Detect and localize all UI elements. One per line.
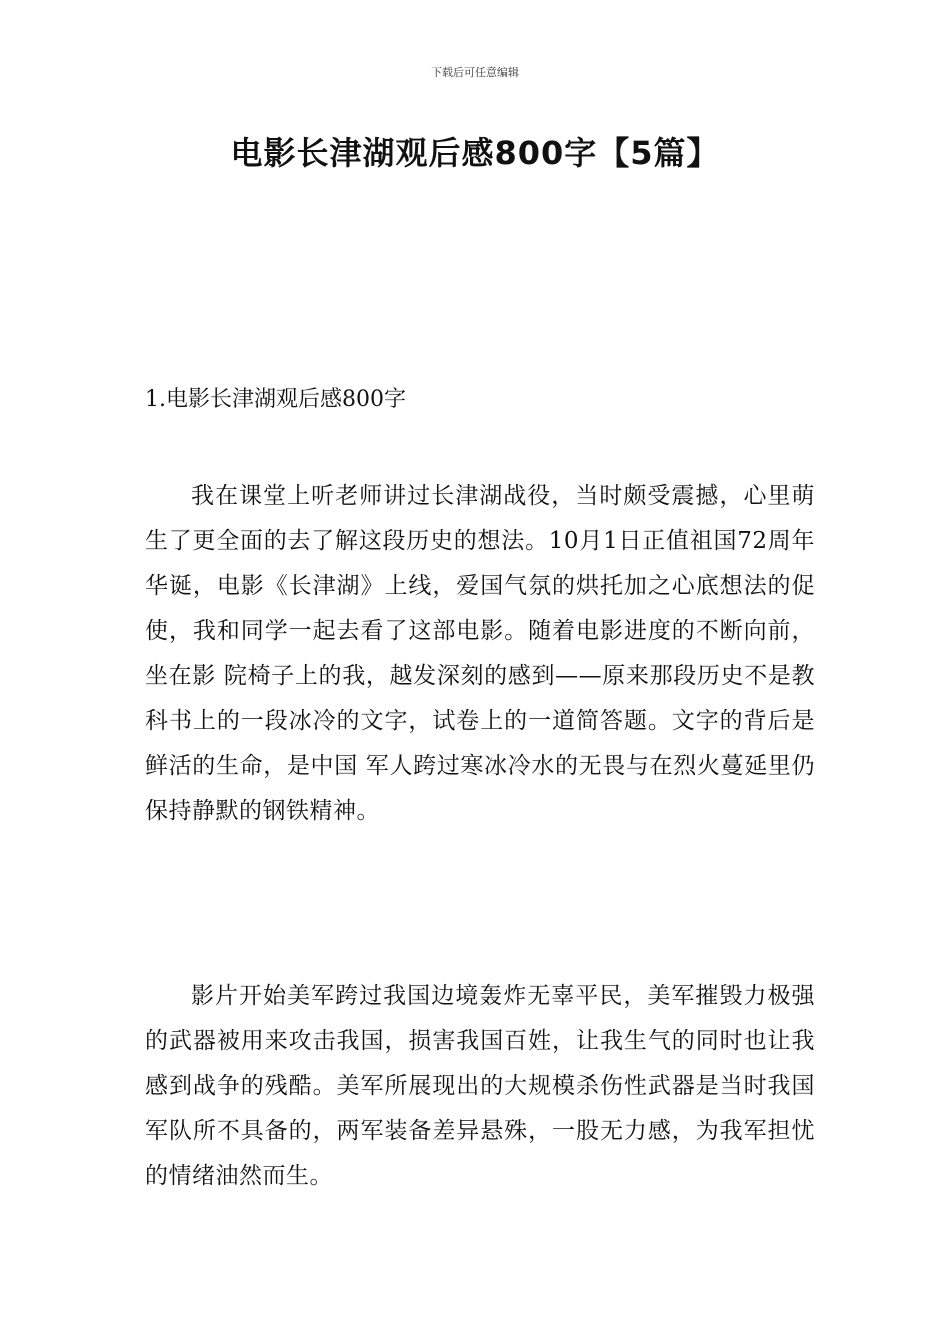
document-title: 电影长津湖观后感800字【5篇】 (230, 134, 720, 172)
paragraph: 我在课堂上听老师讲过长津湖战役，当时颇受震撼，心里萌生了更全面的去了解这段历史的想法。10月1日正值祖国72周年华诞，电影《长津湖》上线，爱国气氛的烘托加之心底想法的促使，我和同学一起去看了这部电影。随着电影进度的不断向前，坐在影 院椅子上的我，越发深刻的感到——原来那段历史不是教科书上的一段冰冷的文字，试卷上的一道简答题。文字的背后是鲜活的生命，是中国 军人跨过寒冰冷水的无畏与在烈火蔓延里仍保持静默的钢铁精神。 (145, 483, 815, 824)
header-note: 下载后可任意编辑 (431, 66, 519, 79)
section-heading: 1.电影长津湖观后感800字 (145, 387, 406, 412)
paragraph: 影片开始美军跨过我国边境轰炸无辜平民，美军摧毁力极强的武器被用来攻击我国，损害我国百姓，让我生气的同时也让我感到战争的残酷。美军所展现出的大规模杀伤性武器是当时我国 军队所不具备的，两军装备差异悬殊，一股无力感，为我军担忧的情绪油然而生。 (145, 983, 815, 1189)
